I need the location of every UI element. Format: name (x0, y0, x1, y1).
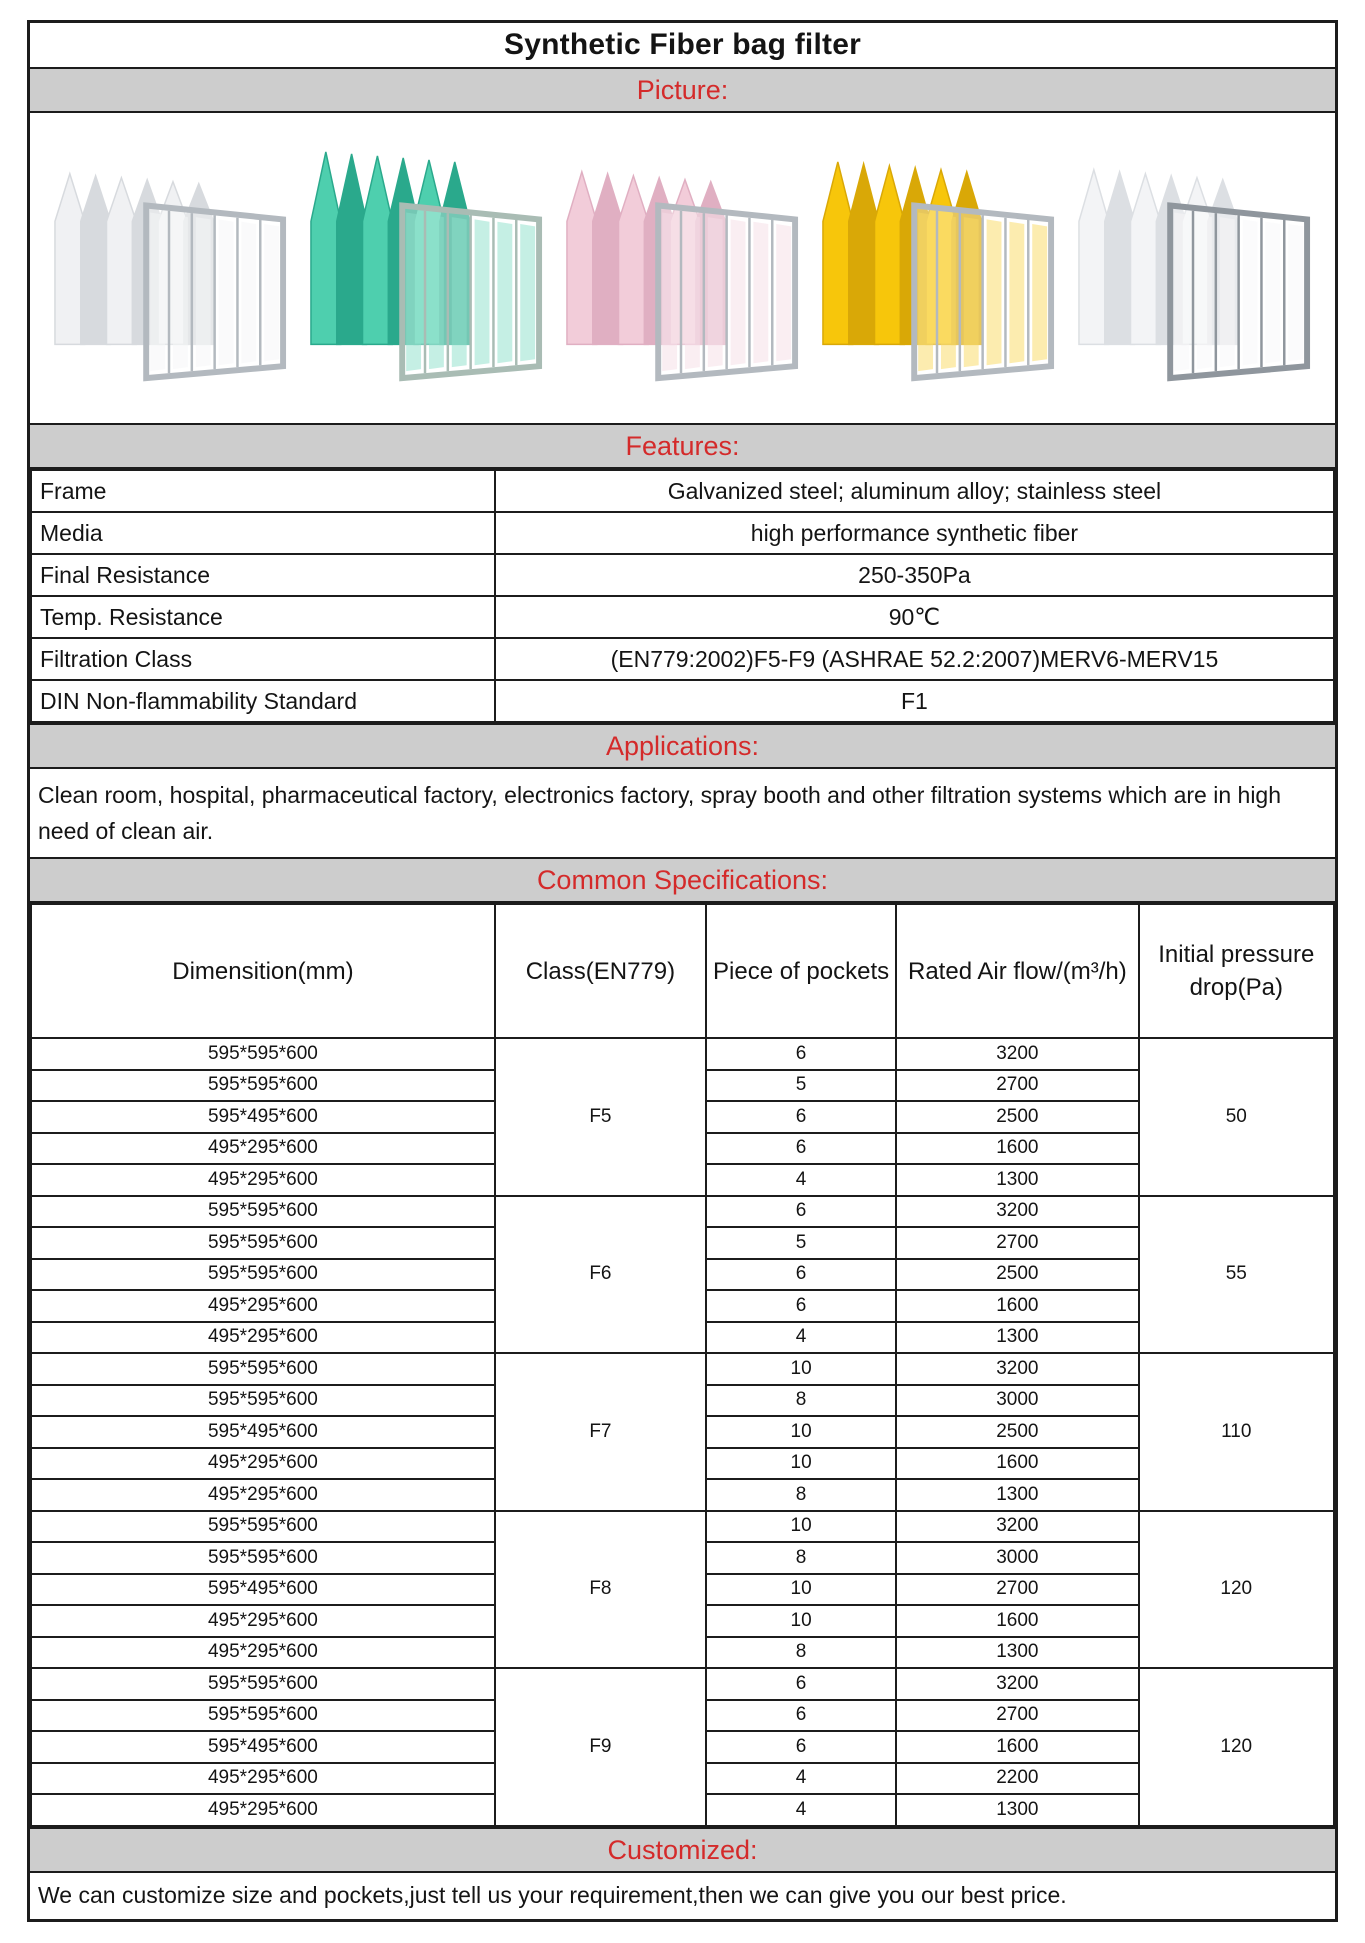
feature-label: Final Resistance (31, 554, 495, 596)
bag-filter-white-image (49, 139, 292, 397)
dimension-cell: 595*595*600 (31, 1511, 495, 1543)
airflow-cell: 2700 (896, 1574, 1138, 1606)
dimension-cell: 495*295*600 (31, 1322, 495, 1354)
pockets-cell: 4 (706, 1763, 896, 1795)
airflow-cell: 2700 (896, 1700, 1138, 1732)
dimension-cell: 495*295*600 (31, 1448, 495, 1480)
pressure-cell: 110 (1139, 1353, 1334, 1511)
feature-value: F1 (495, 680, 1334, 722)
feature-label: Filtration Class (31, 638, 495, 680)
pockets-cell: 10 (706, 1511, 896, 1543)
feature-row (31, 638, 1334, 680)
spec-row (31, 1511, 1334, 1543)
bag-filter-yellow-image (817, 139, 1060, 397)
feature-row (31, 470, 1334, 512)
airflow-cell: 1600 (896, 1731, 1138, 1763)
picture-heading: Picture: (30, 69, 1335, 113)
feature-row (31, 596, 1334, 638)
feature-value: 90℃ (495, 596, 1334, 638)
product-photos (30, 113, 1335, 425)
pressure-cell: 55 (1139, 1196, 1334, 1354)
dimension-cell: 595*595*600 (31, 1668, 495, 1700)
dimension-cell: 495*295*600 (31, 1637, 495, 1669)
airflow-cell: 2500 (896, 1101, 1138, 1133)
feature-value: (EN779:2002)F5-F9 (ASHRAE 52.2:2007)MERV6-MERV15 (495, 638, 1334, 680)
class-cell: F8 (495, 1511, 706, 1669)
column-header-pockets: Piece of pockets (706, 904, 896, 1038)
airflow-cell: 2500 (896, 1416, 1138, 1448)
bag-filter-pink-image (561, 139, 804, 397)
spec-row (31, 1196, 1334, 1228)
column-header-dimension: Dimensition(mm) (31, 904, 495, 1038)
feature-value: high performance synthetic fiber (495, 512, 1334, 554)
features-table (30, 469, 1335, 723)
airflow-cell: 1600 (896, 1290, 1138, 1322)
features-section (30, 469, 1335, 725)
pockets-cell: 6 (706, 1731, 896, 1763)
pressure-cell: 120 (1139, 1668, 1334, 1826)
applications-text: Clean room, hospital, pharmaceutical factory, electronics factory, spray booth and other filtration systems which are in high need of clean air. (30, 769, 1335, 859)
dimension-cell: 495*295*600 (31, 1763, 495, 1795)
pockets-cell: 10 (706, 1353, 896, 1385)
dimension-cell: 495*295*600 (31, 1605, 495, 1637)
airflow-cell: 3200 (896, 1038, 1138, 1070)
class-cell: F6 (495, 1196, 706, 1354)
spec-row (31, 1668, 1334, 1700)
airflow-cell: 2700 (896, 1227, 1138, 1259)
airflow-cell: 1600 (896, 1605, 1138, 1637)
airflow-cell: 2500 (896, 1259, 1138, 1291)
airflow-cell: 3000 (896, 1385, 1138, 1417)
column-header-airflow: Rated Air flow/(m³/h) (896, 904, 1138, 1038)
pockets-cell: 6 (706, 1290, 896, 1322)
pockets-cell: 6 (706, 1038, 896, 1070)
dimension-cell: 495*295*600 (31, 1290, 495, 1322)
dimension-cell: 595*495*600 (31, 1416, 495, 1448)
feature-row (31, 554, 1334, 596)
bag-filter-green-image (305, 139, 548, 397)
spec-header-row (31, 904, 1334, 1038)
customized-heading: Customized: (30, 1829, 1335, 1873)
airflow-cell: 3000 (896, 1542, 1138, 1574)
common-specifications-heading: Common Specifications: (30, 859, 1335, 903)
dimension-cell: 595*595*600 (31, 1227, 495, 1259)
customized-text: We can customize size and pockets,just tell us your requirement,then we can give you our best price. (38, 1882, 1067, 1908)
pockets-cell: 6 (706, 1196, 896, 1228)
feature-label: Temp. Resistance (31, 596, 495, 638)
page-title: Synthetic Fiber bag filter (30, 23, 1335, 69)
applications-heading: Applications: (30, 725, 1335, 769)
dimension-cell: 595*595*600 (31, 1259, 495, 1291)
airflow-cell: 3200 (896, 1353, 1138, 1385)
airflow-cell: 1300 (896, 1479, 1138, 1511)
dimension-cell: 595*595*600 (31, 1038, 495, 1070)
dimension-cell: 595*595*600 (31, 1070, 495, 1102)
pockets-cell: 10 (706, 1416, 896, 1448)
specifications-table (30, 903, 1335, 1827)
column-header-pressure: Initial pressure drop(Pa) (1139, 904, 1334, 1038)
dimension-cell: 595*595*600 (31, 1700, 495, 1732)
airflow-cell: 3200 (896, 1511, 1138, 1543)
feature-row (31, 512, 1334, 554)
pockets-cell: 5 (706, 1227, 896, 1259)
feature-label: Frame (31, 470, 495, 512)
pockets-cell: 10 (706, 1574, 896, 1606)
pockets-cell: 5 (706, 1070, 896, 1102)
airflow-cell: 3200 (896, 1196, 1138, 1228)
airflow-cell: 1300 (896, 1164, 1138, 1196)
pockets-cell: 4 (706, 1164, 896, 1196)
dimension-cell: 595*495*600 (31, 1101, 495, 1133)
pockets-cell: 8 (706, 1479, 896, 1511)
dimension-cell: 595*495*600 (31, 1574, 495, 1606)
pockets-cell: 6 (706, 1259, 896, 1291)
dimension-cell: 595*595*600 (31, 1196, 495, 1228)
airflow-cell: 2700 (896, 1070, 1138, 1102)
bag-filter-white-2-image (1073, 139, 1316, 397)
spec-sheet (27, 20, 1338, 1922)
airflow-cell: 2200 (896, 1763, 1138, 1795)
class-cell: F5 (495, 1038, 706, 1196)
feature-row (31, 680, 1334, 722)
dimension-cell: 495*295*600 (31, 1164, 495, 1196)
airflow-cell: 3200 (896, 1668, 1138, 1700)
dimension-cell: 495*295*600 (31, 1479, 495, 1511)
pockets-cell: 4 (706, 1794, 896, 1826)
pockets-cell: 10 (706, 1448, 896, 1480)
pockets-cell: 8 (706, 1542, 896, 1574)
dimension-cell: 595*495*600 (31, 1731, 495, 1763)
specifications-section (30, 903, 1335, 1829)
dimension-cell: 595*595*600 (31, 1542, 495, 1574)
spec-row (31, 1353, 1334, 1385)
pockets-cell: 4 (706, 1322, 896, 1354)
pressure-cell: 50 (1139, 1038, 1334, 1196)
dimension-cell: 495*295*600 (31, 1794, 495, 1826)
column-header-class: Class(EN779) (495, 904, 706, 1038)
airflow-cell: 1300 (896, 1322, 1138, 1354)
class-cell: F9 (495, 1668, 706, 1826)
feature-value: 250-350Pa (495, 554, 1334, 596)
pockets-cell: 6 (706, 1668, 896, 1700)
pockets-cell: 10 (706, 1605, 896, 1637)
features-heading: Features: (30, 425, 1335, 469)
pressure-cell: 120 (1139, 1511, 1334, 1669)
airflow-cell: 1600 (896, 1448, 1138, 1480)
class-cell: F7 (495, 1353, 706, 1511)
pockets-cell: 6 (706, 1101, 896, 1133)
dimension-cell: 495*295*600 (31, 1133, 495, 1165)
airflow-cell: 1600 (896, 1133, 1138, 1165)
pockets-cell: 6 (706, 1133, 896, 1165)
pockets-cell: 6 (706, 1700, 896, 1732)
dimension-cell: 595*595*600 (31, 1385, 495, 1417)
airflow-cell: 1300 (896, 1637, 1138, 1669)
dimension-cell: 595*595*600 (31, 1353, 495, 1385)
airflow-cell: 1300 (896, 1794, 1138, 1826)
spec-row (31, 1038, 1334, 1070)
feature-label: DIN Non-flammability Standard (31, 680, 495, 722)
feature-value: Galvanized steel; aluminum alloy; stainless steel (495, 470, 1334, 512)
feature-label: Media (31, 512, 495, 554)
pockets-cell: 8 (706, 1385, 896, 1417)
pockets-cell: 8 (706, 1637, 896, 1669)
